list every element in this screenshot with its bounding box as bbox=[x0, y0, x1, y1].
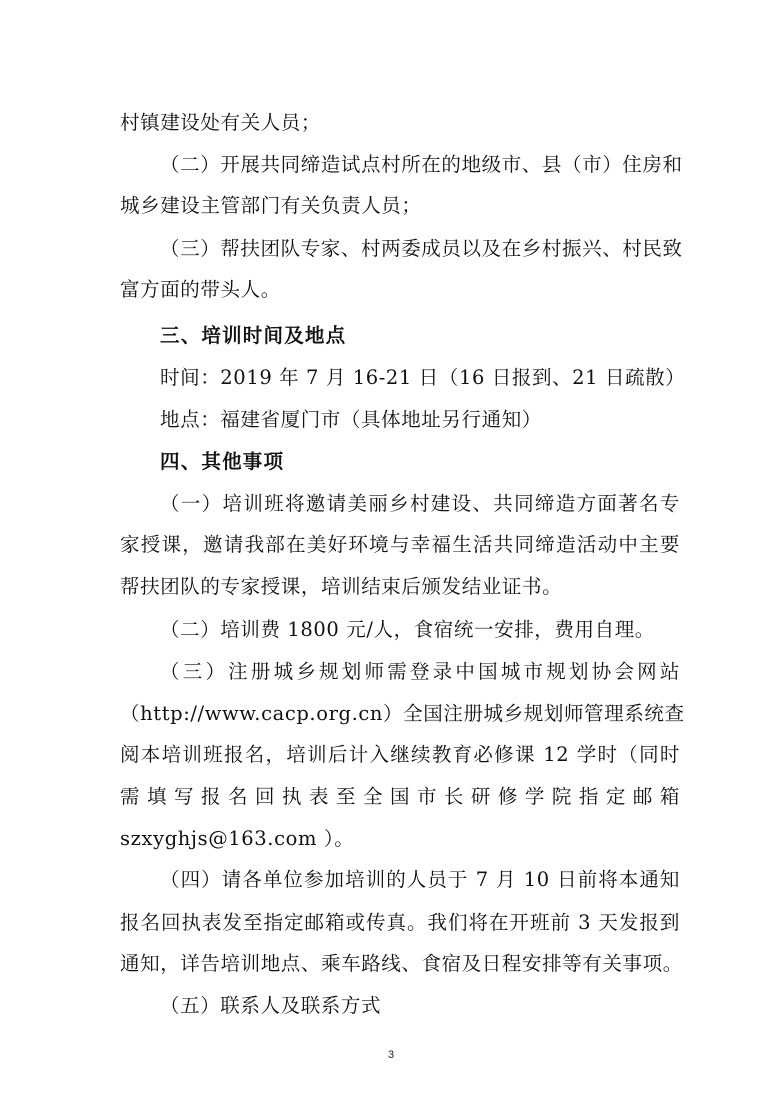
paragraph-line: 富方面的带头人。 bbox=[120, 278, 281, 301]
page-number: 3 bbox=[387, 1049, 395, 1061]
paragraph-line: 地点：福建省厦门市（具体地址另行通知） bbox=[160, 408, 542, 431]
paragraph-line: （二）培训费 1800 元/人，食宿统一安排，费用自理。 bbox=[160, 618, 655, 641]
paragraph-line: 村镇建设处有关人员； bbox=[120, 111, 322, 134]
paragraph-line: （四）请各单位参加培训的人员于 7 月 10 日前将本通知 bbox=[160, 868, 680, 891]
section-heading: 四、其他事项 bbox=[160, 450, 285, 473]
paragraph-line: （http://www.cacp.org.cn）全国注册城乡规划师管理系统查 bbox=[120, 702, 685, 725]
paragraph-line: 需填写报名回执表至全国市长研修学院指定邮箱 bbox=[120, 785, 680, 808]
paragraph-line: （三）注册城乡规划师需登录中国城市规划协会网站 bbox=[160, 660, 680, 683]
paragraph-line: 通知，详告培训地点、乘车路线、食宿及日程安排等有关事项。 bbox=[120, 952, 683, 975]
paragraph-line: （二）开展共同缔造试点村所在的地级市、县（市）住房和 bbox=[160, 153, 683, 176]
paragraph-line: （五）联系人及联系方式 bbox=[160, 994, 382, 1017]
paragraph-line: 帮扶团队的专家授课，培训结束后颁发结业证书。 bbox=[120, 575, 563, 598]
section-heading: 三、培训时间及地点 bbox=[160, 324, 347, 347]
paragraph-line: 城乡建设主管部门有关负责人员； bbox=[120, 194, 422, 217]
paragraph-line: 家授课，邀请我部在美好环境与幸福生活共同缔造活动中主要 bbox=[120, 533, 680, 556]
paragraph-line: 报名回执表发至指定邮箱或传真。我们将在开班前 3 天发报到 bbox=[120, 911, 680, 934]
paragraph-line: （一）培训班将邀请美丽乡村建设、共同缔造方面著名专 bbox=[160, 492, 680, 515]
paragraph-line: 时间：2019 年 7 月 16-21 日（16 日报到、21 日疏散） bbox=[160, 366, 686, 389]
paragraph-line: szxyghjs@163.com ）。 bbox=[120, 827, 355, 850]
paragraph-line: （三）帮扶团队专家、村两委成员以及在乡村振兴、村民致 bbox=[160, 237, 683, 260]
paragraph-line: 阅本培训班报名，培训后计入继续教育必修课 12 学时（同时 bbox=[120, 743, 680, 766]
